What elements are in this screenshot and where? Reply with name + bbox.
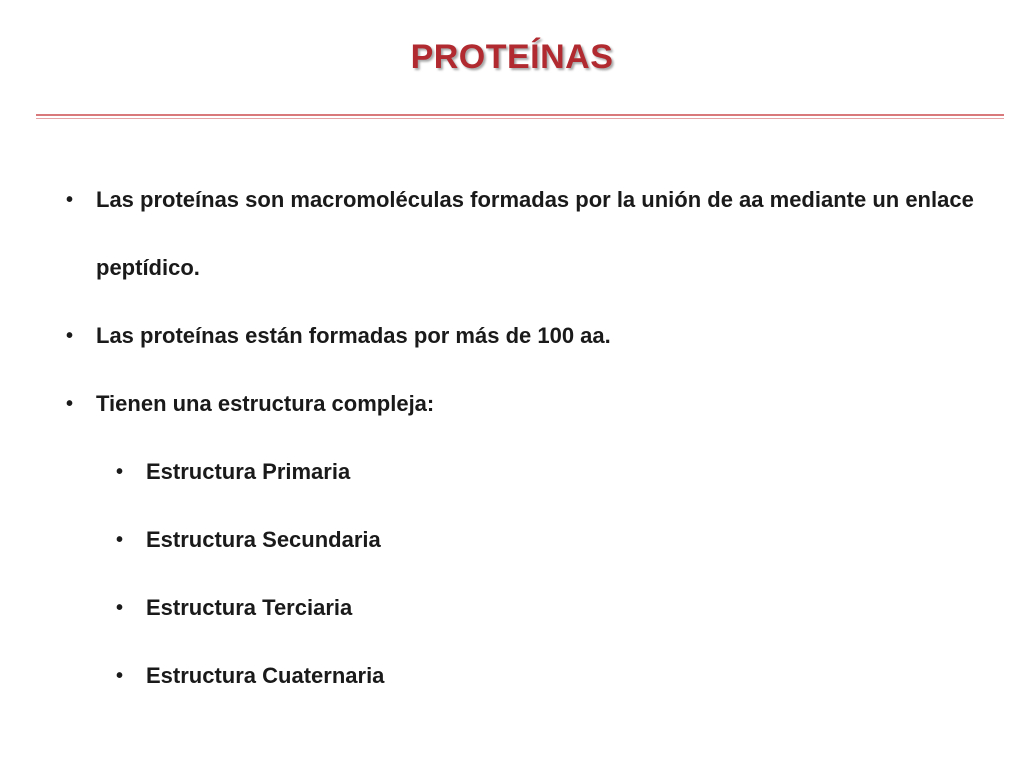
sub-bullet-item <box>62 506 982 574</box>
sub-bullet-text: Estructura Terciaria <box>146 595 353 620</box>
divider-line-bottom <box>36 118 1004 119</box>
bullet-dot-icon: • <box>116 529 124 551</box>
sub-bullet-item <box>62 574 982 642</box>
sub-bullet-item <box>62 438 982 506</box>
bullet-item <box>62 166 982 302</box>
sub-bullet-text: Estructura Primaria <box>146 459 351 484</box>
sub-bullet-item <box>62 642 982 710</box>
bullet-list <box>62 166 982 710</box>
bullet-item <box>62 370 982 438</box>
bullet-text: Tienen una estructura compleja: <box>96 391 435 416</box>
divider-line-top <box>36 114 1004 116</box>
bullet-dot-icon: • <box>66 393 74 415</box>
slide-title: PROTEÍNAS <box>410 38 614 76</box>
bullet-dot-icon: • <box>116 461 124 483</box>
bullet-dot-icon: • <box>116 597 124 619</box>
sub-bullet-text: Estructura Cuaternaria <box>146 663 385 688</box>
bullet-text: Las proteínas son macromoléculas formadas por la unión de aa mediante un enlace peptídico. <box>96 187 974 280</box>
bullet-item <box>62 302 982 370</box>
bullet-text: Las proteínas están formadas por más de 100 aa. <box>96 323 611 348</box>
bullet-dot-icon: • <box>66 189 74 211</box>
bullet-dot-icon: • <box>66 325 74 347</box>
bullet-dot-icon: • <box>116 665 124 687</box>
sub-bullet-text: Estructura Secundaria <box>146 527 381 552</box>
title-divider <box>36 114 1004 120</box>
